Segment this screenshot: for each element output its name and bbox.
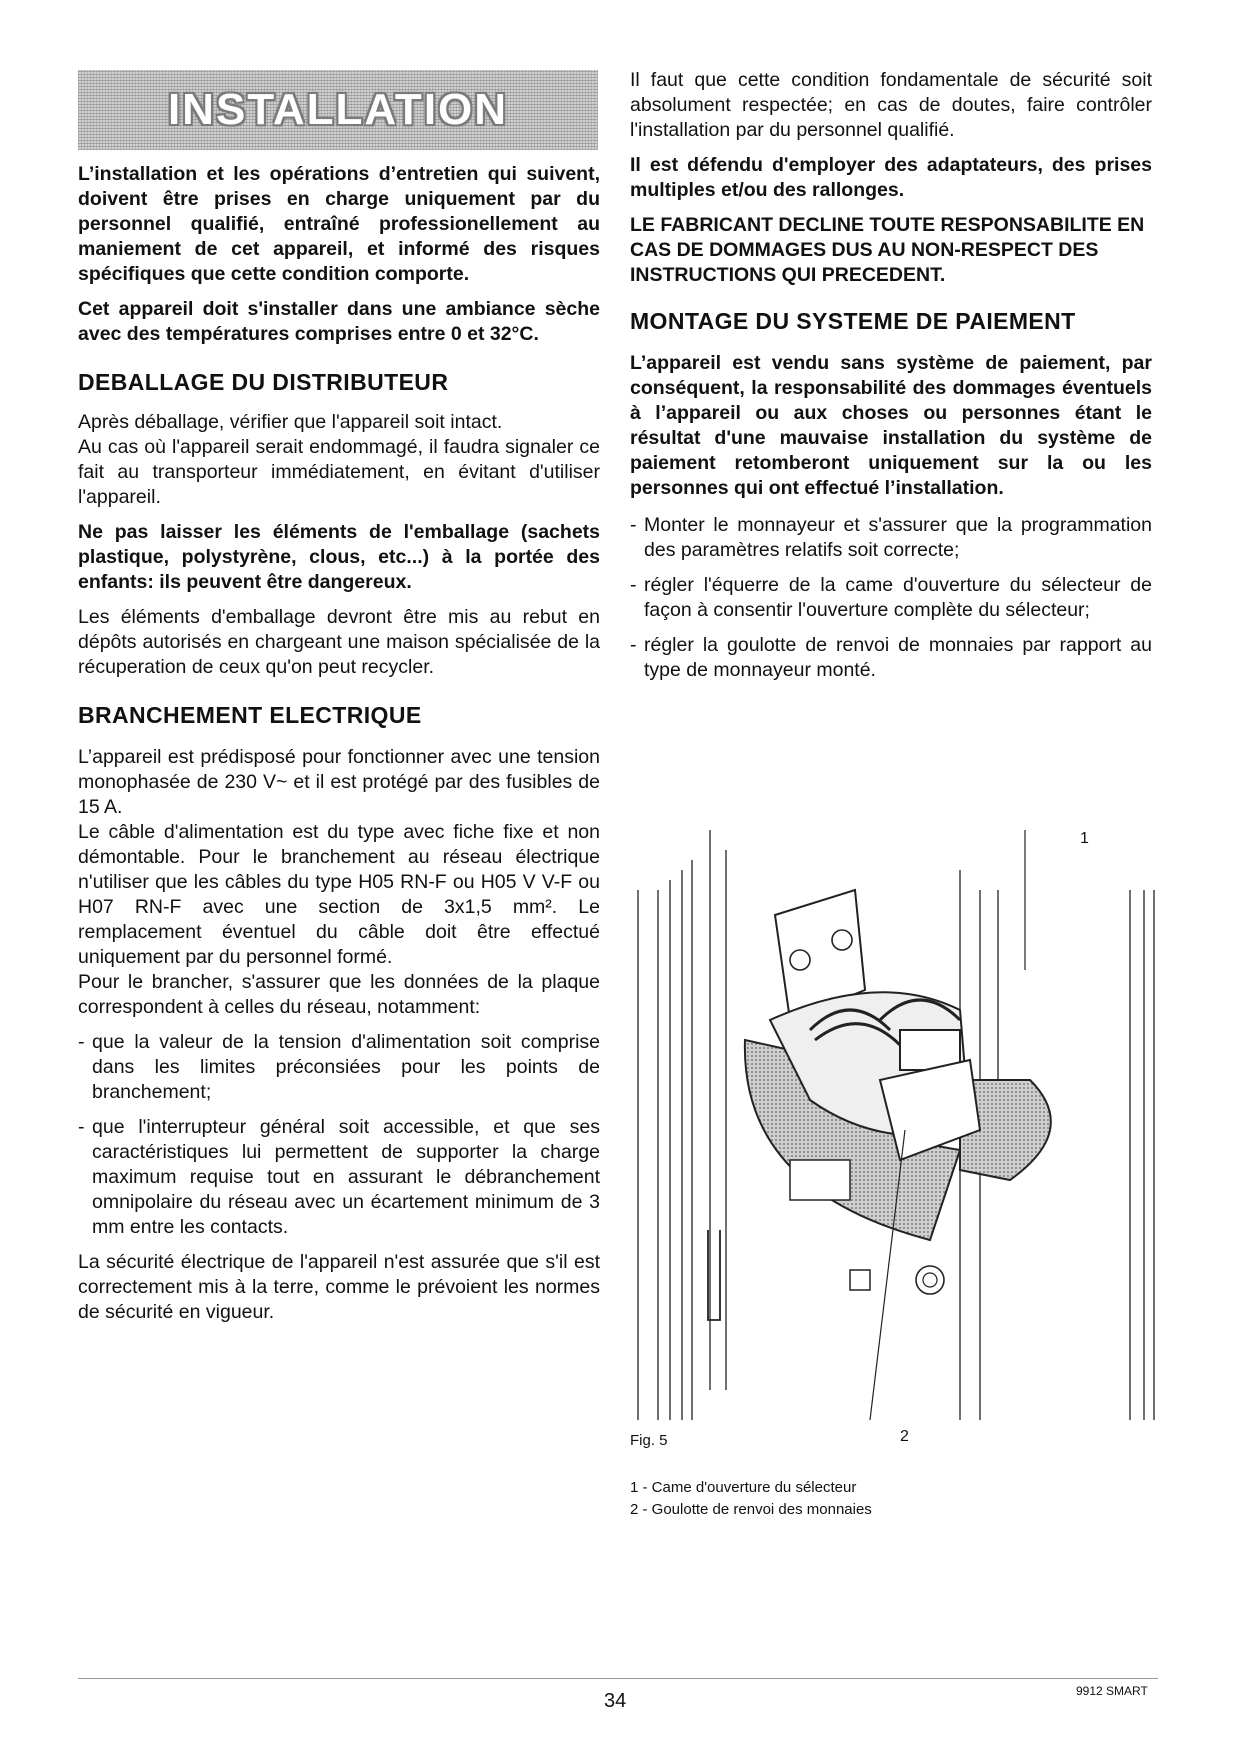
- bullet-text: que la valeur de la tension d'alimentation soit comprise dans les limites préconsiées pour les points de branchement;: [92, 1031, 600, 1103]
- banner-title: INSTALLATION: [167, 85, 509, 134]
- page-number: 34: [604, 1690, 627, 1712]
- securite-paragraph: Il faut que cette condition fondamentale de sécurité soit absolument respectée; en cas de doutes, faire contrôler l'installation par du personnel qualifié.: [630, 69, 1152, 141]
- branchement-p2: Le câble d'alimentation est du type avec fiche fixe et non démontable. Pour le branchement au réseau électrique n'utiliser que les câbles du type H05 RN-F ou H05 V V-F ou H07 RN-F avec une section de 3x1,5 mm². Le remplacement éventuel du câble doit être effectué uniquement par du personnel formé.: [78, 821, 600, 968]
- branchement-p1: L’appareil est prédisposé pour fonctionner avec une tension monophasée de 230 V~ et il est protégé par des fusibles de 15 A.: [78, 746, 600, 818]
- bullet-text: régler la goulotte de renvoi de monnaies par rapport au type de monnayeur monté.: [644, 634, 1152, 681]
- branchement-bullet-2: - que l'interrupteur général soit accessible, et que ses caractéristiques lui permettent de supporter la charge maximum requise tout en assurant le débranchement omnipolaire du réseau avec un écartement minimum de 3 mm entre les contacts.: [78, 1116, 600, 1238]
- figure-legend: [630, 1477, 872, 1521]
- figure-label: Fig. 5: [630, 1432, 668, 1449]
- right-column: [630, 68, 1152, 693]
- branchement-p4: La sécurité électrique de l'appareil n'est assurée que s'il est correctement mis à la terre, comme le prévoient les normes de sécurité en vigueur.: [78, 1251, 600, 1323]
- deballage-p2: Au cas où l'appareil serait endommagé, il faudra signaler ce fait au transporteur immédiatement, en évitant d'utiliser l'appareil.: [78, 436, 600, 508]
- document-code: 9912 SMART: [1076, 1684, 1148, 1698]
- intro-paragraph: L’installation et les opérations d’entretien qui suivent, doivent être prises en charge uniquement par du personnel qualifié, entraîné professionellement au maniement de cet appareil, et informé des risques spécifiques que cette condition comporte.: [78, 163, 600, 285]
- montage-bullet-3: - régler la goulotte de renvoi de monnaies par rapport au type de monnayeur monté.: [630, 634, 1152, 681]
- footer-divider: [78, 1678, 1158, 1679]
- branchement-heading: BRANCHEMENT ELECTRIQUE: [78, 702, 422, 728]
- left-column: [78, 70, 600, 1335]
- installation-banner: [78, 70, 598, 150]
- bullet-text: que l'interrupteur général soit accessible, et que ses caractéristiques lui permettent de supporter la charge maximum requise tout en assurant le débranchement omnipolaire du réseau avec un écartement minimum de 3 mm entre les contacts.: [92, 1116, 600, 1238]
- adaptateurs-paragraph: Il est défendu d'employer des adaptateurs, des prises multiples et/ou des rallonges.: [630, 154, 1152, 201]
- deballage-p1: Après déballage, vérifier que l'appareil soit intact.: [78, 411, 503, 433]
- montage-bullet-1: - Monter le monnayeur et s'assurer que la programmation des paramètres relatifs soit correcte;: [630, 514, 1152, 561]
- callout-1: 1: [1080, 830, 1089, 847]
- coin-mechanism-illustration: [630, 830, 1158, 1420]
- deballage-p3: Les éléments d'emballage devront être mis au rebut en dépôts autorisés en chargeant une maison spécialisée de la récuperation de ceux qu'on peut recycler.: [78, 606, 600, 678]
- montage-intro: L’appareil est vendu sans système de paiement, par conséquent, la responsabilité des dommages éventuels à l’appareil ou aux choses ou personnes étant le résultat d'une mauvaise installation du système de paiement retomberont uniquement sur la ou les personnes qui ont effectué l’installation.: [630, 352, 1152, 499]
- bullet-text: Monter le monnayeur et s'assurer que la programmation des paramètres relatifs soit correcte;: [644, 514, 1152, 561]
- legend-item-1: 1 - Came d'ouverture du sélecteur: [630, 1479, 857, 1496]
- montage-bullet-2: - régler l'équerre de la came d'ouverture du sélecteur de façon à consentir l'ouverture complète du sélecteur;: [630, 574, 1152, 621]
- deballage-warning: Ne pas laisser les éléments de l'emballage (sachets plastique, polystyrène, clous, etc...) à la portée des enfants: ils peuvent être dangereux.: [78, 521, 600, 593]
- ambiance-paragraph: Cet appareil doit s'installer dans une ambiance sèche avec des températures comprises entre 0 et 32°C.: [78, 298, 600, 345]
- deballage-heading: DEBALLAGE DU DISTRIBUTEUR: [78, 369, 449, 395]
- legend-item-2: 2 - Goulotte de renvoi des monnaies: [630, 1501, 872, 1518]
- callout-2: 2: [900, 1428, 909, 1445]
- fabricant-paragraph: LE FABRICANT DECLINE TOUTE RESPONSABILITE EN CAS DE DOMMAGES DUS AU NON-RESPECT DES INSTRUCTIONS QUI PRECEDENT.: [630, 214, 1145, 286]
- montage-heading: MONTAGE DU SYSTEME DE PAIEMENT: [630, 308, 1076, 334]
- branchement-bullet-1: - que la valeur de la tension d'alimentation soit comprise dans les limites préconsiées pour les points de branchement;: [78, 1031, 600, 1103]
- branchement-p3: Pour le brancher, s'assurer que les données de la plaque correspondent à celles du réseau, notamment:: [78, 971, 600, 1018]
- bullet-text: régler l'équerre de la came d'ouverture du sélecteur de façon à consentir l'ouverture complète du sélecteur;: [644, 574, 1152, 621]
